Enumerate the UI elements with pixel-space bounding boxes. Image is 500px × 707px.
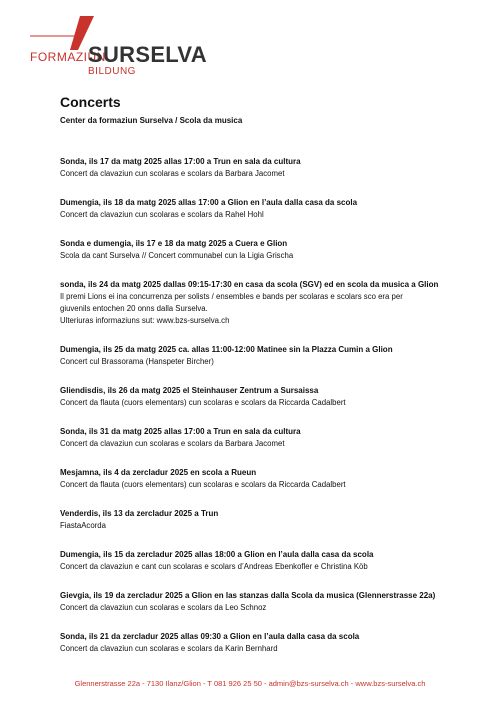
event-description: Concert da clavaziun e cant cun scolaras e scolars d’Andreas Ebenkofler e Christina Köb xyxy=(60,562,368,571)
page-subtitle: Center da formaziun Surselva / Scola da musica xyxy=(60,116,243,125)
event-item xyxy=(60,467,450,491)
logo xyxy=(30,14,230,77)
event-description: Concert da clavaziun cun scolaras e scolars da Rahel Hohl xyxy=(60,210,264,219)
event-description: Concert da flauta (cuors elementars) cun scolaras e scolars da Riccarda Cadalbert xyxy=(60,398,346,407)
event-item xyxy=(60,426,450,450)
page-title: Concerts xyxy=(60,94,121,110)
event-heading: Sonda, ils 17 da matg 2025 allas 17:00 a Trun en sala da cultura xyxy=(60,157,301,166)
event-description: Concert cul Brassorama (Hanspeter Bircher) xyxy=(60,357,214,366)
event-heading: Sonda, ils 31 da matg 2025 allas 17:00 a Trun en sala da cultura xyxy=(60,427,301,436)
event-item xyxy=(60,590,450,614)
event-item xyxy=(60,631,450,655)
event-item xyxy=(60,385,450,409)
event-list xyxy=(60,156,450,672)
footer-contact: Glennerstrasse 22a - 7130 Ilanz/Glion - T 081 926 25 50 - admin@bzs-surselva.ch - www.bzs-surselva.ch xyxy=(74,679,426,688)
event-description: FiastaAcorda xyxy=(60,521,106,530)
event-item xyxy=(60,238,450,262)
event-description: Concert da clavaziun cun scolaras e scolars da Barbara Jacomet xyxy=(60,169,285,178)
event-heading: sonda, ils 24 da matg 2025 dallas 09:15-17:30 en casa da scola (SGV) ed en scola da musica a Glion xyxy=(60,280,439,289)
event-heading: Dumengia, ils 18 da matg 2025 allas 17:00 a Glion en l’aula dalla casa da scola xyxy=(60,198,358,207)
event-item xyxy=(60,508,450,532)
event-heading: Sonda, ils 21 da zercladur 2025 allas 09:30 a Glion en l’aula dalla casa da scola xyxy=(60,632,360,641)
event-heading: Mesjamna, ils 4 da zercladur 2025 en scola a Rueun xyxy=(60,468,257,477)
event-description: Concert da clavaziun cun scolaras e scolars da Barbara Jacomet xyxy=(60,439,285,448)
event-heading: Gievgia, ils 19 da zercladur 2025 a Glion en las stanzas dalla Scola da musica (Glennerstrasse 22a) xyxy=(60,591,436,600)
event-description: Il premi Lions ei ina concurrenza per solists / ensembles e bands per scolaras e scolars sco era per xyxy=(60,292,403,301)
event-item xyxy=(60,344,450,368)
event-item xyxy=(60,197,450,221)
event-heading: Sonda e dumengia, ils 17 e 18 da matg 2025 a Cuera e Glion xyxy=(60,239,288,248)
event-item xyxy=(60,156,450,180)
logo-formaziun: FORMAZIUN xyxy=(30,50,106,64)
event-heading: Dumengia, ils 15 da zercladur 2025 allas 18:00 a Glion en l’aula dalla casa da scola xyxy=(60,550,374,559)
logo-bildung: BILDUNG xyxy=(88,66,136,77)
event-heading: Dumengia, ils 25 da matg 2025 ca. allas 11:00-12:00 Matinee sin la Plazza Cumin a Glion xyxy=(60,345,393,354)
event-description: Scola da cant Surselva // Concert communabel cun la Ligia Grischa xyxy=(60,251,294,260)
event-item xyxy=(60,279,450,327)
event-description: Ulteriuras informaziuns sut: www.bzs-surselva.ch xyxy=(60,316,230,325)
event-description: Concert da clavaziun cun scolaras e scolars da Karin Bernhard xyxy=(60,644,278,653)
event-heading: Venderdis, ils 13 da zercladur 2025 a Trun xyxy=(60,509,219,518)
event-heading: Gliendisdis, ils 26 da matg 2025 el Steinhauser Zentrum a Sursaissa xyxy=(60,386,319,395)
event-description: giuvenils entochen 20 onns dalla Surselva. xyxy=(60,304,208,313)
event-description: Concert da flauta (cuors elementars) cun scolaras e scolars da Riccarda Cadalbert xyxy=(60,480,346,489)
logo-surselva: SURSELVA xyxy=(88,42,207,67)
event-description: Concert da clavaziun cun scolaras e scolars da Leo Schnoz xyxy=(60,603,267,612)
event-item xyxy=(60,549,450,573)
